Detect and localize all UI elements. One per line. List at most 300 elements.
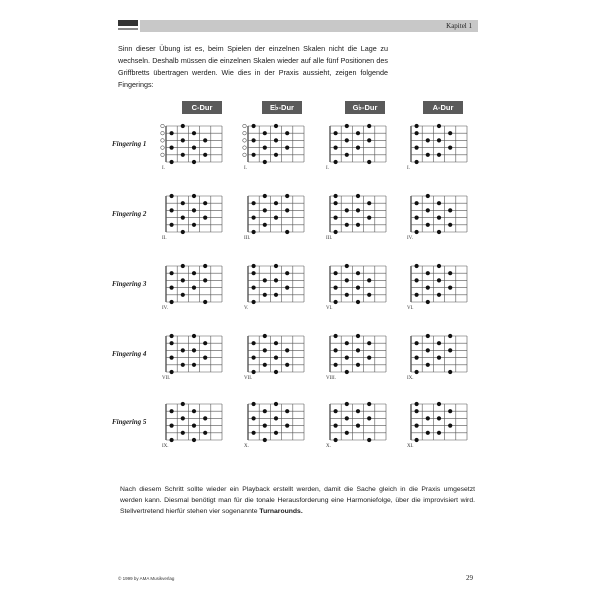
note-dot: [415, 438, 419, 442]
note-dot: [181, 278, 185, 282]
note-dot: [252, 286, 256, 290]
note-dot: [170, 341, 174, 345]
note-dot: [170, 223, 174, 227]
position-label: VII.: [244, 376, 253, 381]
note-dot: [252, 356, 256, 360]
note-dot: [334, 201, 338, 205]
open-string-marker: [243, 153, 247, 157]
note-dot: [181, 264, 185, 268]
note-dot: [448, 223, 452, 227]
outro-bold-term: Turnarounds.: [259, 508, 303, 515]
note-dot: [170, 334, 174, 338]
note-dot: [415, 160, 419, 164]
note-dot: [345, 223, 349, 227]
note-dot: [356, 223, 360, 227]
note-dot: [274, 416, 278, 420]
note-dot: [448, 409, 452, 413]
page-number: 29: [466, 574, 473, 582]
note-dot: [274, 341, 278, 345]
note-dot: [263, 363, 267, 367]
note-dot: [274, 356, 278, 360]
note-dot: [415, 424, 419, 428]
note-dot: [448, 348, 452, 352]
note-dot: [437, 431, 441, 435]
note-dot: [345, 208, 349, 212]
note-dot: [367, 216, 371, 220]
note-dot: [274, 201, 278, 205]
note-dot: [274, 431, 278, 435]
note-dot: [203, 341, 207, 345]
note-dot: [367, 278, 371, 282]
fretboard-svg: [242, 400, 308, 444]
note-dot: [426, 286, 430, 290]
note-dot: [345, 356, 349, 360]
fingering-label-3: Fingering 3: [112, 280, 147, 288]
note-dot: [415, 293, 419, 297]
outro-text: Nach diesem Schritt sollte wieder ein Playback erstellt werden, damit die Sache gleich in die Praxis umgesetzt werden kann. Diesmal benötigt man für die tonale Herausforderung eine Harmoniefolge, über die improvisiert wird. Stellvertretend hierfür stehen vier sogenannte: [120, 486, 475, 515]
note-dot: [334, 363, 338, 367]
note-dot: [356, 409, 360, 413]
note-dot: [334, 216, 338, 220]
outro-paragraph: [120, 484, 475, 517]
note-dot: [345, 264, 349, 268]
key-heading-eb: E♭-Dur: [262, 101, 302, 114]
fingering-label-5: Fingering 5: [112, 418, 147, 426]
note-dot: [415, 201, 419, 205]
note-dot: [252, 153, 256, 157]
note-dot: [415, 341, 419, 345]
note-dot: [334, 194, 338, 198]
position-label: I.: [326, 166, 329, 171]
note-dot: [426, 416, 430, 420]
note-dot: [274, 264, 278, 268]
fretboard-diagram: [324, 192, 390, 252]
note-dot: [203, 138, 207, 142]
note-dot: [263, 131, 267, 135]
note-dot: [274, 370, 278, 374]
note-dot: [274, 138, 278, 142]
note-dot: [426, 194, 430, 198]
fretboard-diagram: [324, 400, 390, 460]
note-dot: [285, 286, 289, 290]
open-string-marker: [243, 124, 247, 128]
note-dot: [334, 271, 338, 275]
note-dot: [448, 131, 452, 135]
intro-paragraph: Sinn dieser Übung ist es, beim Spielen der einzelnen Skalen nicht die Lage zu wechseln. Deshalb müssen die einzelnen Skalen wieder auf alle fünf Positionen des Griffbretts übertragen werden. Wie dies in der Praxis aussieht, zeigen folgende Fingerings:: [118, 44, 388, 89]
note-dot: [252, 370, 256, 374]
note-dot: [170, 194, 174, 198]
note-dot: [192, 271, 196, 275]
note-dot: [426, 363, 430, 367]
note-dot: [356, 208, 360, 212]
position-label: III.: [326, 236, 333, 241]
note-dot: [285, 363, 289, 367]
position-label: VIII.: [326, 376, 336, 381]
note-dot: [192, 194, 196, 198]
note-dot: [285, 208, 289, 212]
position-label: I.: [162, 166, 165, 171]
note-dot: [192, 363, 196, 367]
note-dot: [345, 402, 349, 406]
note-dot: [170, 370, 174, 374]
fretboard-diagram: [242, 332, 308, 392]
note-dot: [415, 356, 419, 360]
note-dot: [426, 334, 430, 338]
chapter-label: Kapitel 1: [446, 22, 472, 30]
note-dot: [367, 356, 371, 360]
note-dot: [274, 216, 278, 220]
note-dot: [426, 431, 430, 435]
note-dot: [181, 348, 185, 352]
note-dot: [356, 131, 360, 135]
position-label: IV.: [407, 236, 413, 241]
note-dot: [334, 230, 338, 234]
note-dot: [415, 264, 419, 268]
note-dot: [285, 348, 289, 352]
note-dot: [437, 153, 441, 157]
open-string-marker: [243, 146, 247, 150]
note-dot: [203, 416, 207, 420]
note-dot: [285, 146, 289, 150]
note-dot: [356, 286, 360, 290]
note-dot: [285, 194, 289, 198]
key-heading-a: A-Dur: [423, 101, 463, 114]
note-dot: [274, 293, 278, 297]
note-dot: [367, 293, 371, 297]
note-dot: [252, 300, 256, 304]
note-dot: [415, 230, 419, 234]
fretboard-diagram: [405, 262, 471, 322]
note-dot: [437, 264, 441, 268]
note-dot: [356, 271, 360, 275]
note-dot: [448, 334, 452, 338]
note-dot: [263, 409, 267, 413]
position-label: IV.: [162, 306, 168, 311]
fretboard-svg: [324, 122, 390, 166]
note-dot: [274, 402, 278, 406]
note-dot: [334, 146, 338, 150]
open-string-marker: [161, 131, 165, 135]
note-dot: [415, 124, 419, 128]
note-dot: [203, 216, 207, 220]
note-dot: [181, 293, 185, 297]
note-dot: [334, 160, 338, 164]
note-dot: [285, 424, 289, 428]
note-dot: [415, 278, 419, 282]
note-dot: [415, 402, 419, 406]
note-dot: [192, 409, 196, 413]
note-dot: [181, 124, 185, 128]
fretboard-svg: [242, 262, 308, 306]
note-dot: [192, 131, 196, 135]
note-dot: [181, 230, 185, 234]
note-dot: [252, 138, 256, 142]
note-dot: [356, 363, 360, 367]
note-dot: [448, 370, 452, 374]
note-dot: [170, 131, 174, 135]
fretboard-diagram: [405, 192, 471, 252]
position-label: I.: [407, 166, 410, 171]
note-dot: [437, 201, 441, 205]
position-label: III.: [244, 236, 251, 241]
note-dot: [356, 334, 360, 338]
note-dot: [274, 153, 278, 157]
fretboard-svg: [160, 262, 226, 306]
position-label: V.: [244, 306, 249, 311]
note-dot: [285, 271, 289, 275]
note-dot: [263, 223, 267, 227]
note-dot: [415, 370, 419, 374]
note-dot: [437, 230, 441, 234]
note-dot: [192, 424, 196, 428]
note-dot: [203, 300, 207, 304]
fretboard-svg: [324, 332, 390, 376]
note-dot: [437, 278, 441, 282]
note-dot: [170, 146, 174, 150]
fretboard-svg: [242, 122, 308, 166]
fretboard-diagram: [160, 332, 226, 392]
note-dot: [252, 402, 256, 406]
note-dot: [437, 138, 441, 142]
note-dot: [285, 230, 289, 234]
note-dot: [181, 363, 185, 367]
position-label: I.: [244, 166, 247, 171]
note-dot: [181, 201, 185, 205]
note-dot: [426, 223, 430, 227]
fretboard-svg: [160, 192, 226, 236]
note-dot: [274, 124, 278, 128]
note-dot: [426, 153, 430, 157]
note-dot: [426, 271, 430, 275]
note-dot: [192, 223, 196, 227]
note-dot: [367, 124, 371, 128]
open-string-marker: [243, 131, 247, 135]
note-dot: [181, 216, 185, 220]
note-dot: [345, 370, 349, 374]
note-dot: [192, 438, 196, 442]
note-dot: [356, 348, 360, 352]
note-dot: [285, 131, 289, 135]
note-dot: [334, 131, 338, 135]
copyright-notice: © 1999 by AMA Musikverlag: [118, 576, 175, 581]
note-dot: [334, 424, 338, 428]
note-dot: [345, 341, 349, 345]
note-dot: [415, 409, 419, 413]
note-dot: [415, 216, 419, 220]
note-dot: [170, 438, 174, 442]
fretboard-diagram: [324, 262, 390, 322]
note-dot: [367, 438, 371, 442]
note-dot: [437, 402, 441, 406]
fretboard-svg: [242, 332, 308, 376]
note-dot: [437, 416, 441, 420]
note-dot: [263, 438, 267, 442]
position-label: VII.: [162, 376, 171, 381]
fretboard-svg: [160, 400, 226, 444]
note-dot: [415, 131, 419, 135]
note-dot: [203, 153, 207, 157]
open-string-marker: [161, 139, 165, 143]
note-dot: [181, 138, 185, 142]
note-dot: [367, 416, 371, 420]
note-dot: [203, 278, 207, 282]
fretboard-svg: [405, 262, 471, 306]
note-dot: [426, 138, 430, 142]
note-dot: [192, 334, 196, 338]
fretboard-diagram: [160, 400, 226, 460]
note-dot: [334, 348, 338, 352]
note-dot: [356, 146, 360, 150]
note-dot: [345, 431, 349, 435]
note-dot: [437, 341, 441, 345]
fretboard-svg: [324, 262, 390, 306]
fretboard-svg: [324, 192, 390, 236]
note-dot: [252, 124, 256, 128]
note-dot: [437, 216, 441, 220]
fretboard-diagram: [160, 122, 226, 182]
fretboard-svg: [405, 332, 471, 376]
note-dot: [448, 271, 452, 275]
note-dot: [437, 356, 441, 360]
note-dot: [356, 300, 360, 304]
fretboard-diagram: [242, 400, 308, 460]
note-dot: [263, 334, 267, 338]
fretboard-diagram: [405, 400, 471, 460]
fretboard-svg: [405, 400, 471, 444]
note-dot: [367, 138, 371, 142]
note-dot: [263, 146, 267, 150]
note-dot: [252, 201, 256, 205]
publisher-logo: [118, 20, 138, 34]
note-dot: [252, 416, 256, 420]
note-dot: [437, 293, 441, 297]
position-label: VI.: [407, 306, 414, 311]
note-dot: [448, 146, 452, 150]
note-dot: [345, 278, 349, 282]
position-label: XI.: [407, 444, 414, 449]
fretboard-diagram: [324, 332, 390, 392]
fretboard-diagram: [160, 192, 226, 252]
note-dot: [356, 194, 360, 198]
note-dot: [367, 201, 371, 205]
open-string-marker: [161, 124, 165, 128]
open-string-marker: [243, 139, 247, 143]
note-dot: [181, 153, 185, 157]
note-dot: [345, 153, 349, 157]
note-dot: [334, 286, 338, 290]
open-string-marker: [161, 146, 165, 150]
key-heading-gb: G♭-Dur: [345, 101, 385, 114]
note-dot: [252, 341, 256, 345]
note-dot: [356, 424, 360, 428]
position-label: X.: [244, 444, 249, 449]
note-dot: [263, 348, 267, 352]
note-dot: [367, 341, 371, 345]
note-dot: [192, 208, 196, 212]
note-dot: [252, 230, 256, 234]
fretboard-diagram: [242, 122, 308, 182]
note-dot: [203, 356, 207, 360]
note-dot: [181, 431, 185, 435]
note-dot: [263, 208, 267, 212]
note-dot: [437, 124, 441, 128]
note-dot: [367, 160, 371, 164]
note-dot: [263, 278, 267, 282]
note-dot: [170, 160, 174, 164]
note-dot: [415, 146, 419, 150]
fretboard-diagram: [160, 262, 226, 322]
note-dot: [192, 286, 196, 290]
note-dot: [263, 293, 267, 297]
note-dot: [170, 286, 174, 290]
fretboard-svg: [405, 122, 471, 166]
open-string-marker: [161, 153, 165, 157]
note-dot: [334, 409, 338, 413]
note-dot: [192, 146, 196, 150]
note-dot: [345, 124, 349, 128]
note-dot: [426, 300, 430, 304]
fretboard-svg: [160, 122, 226, 166]
fretboard-svg: [160, 332, 226, 376]
fretboard-diagram: [324, 122, 390, 182]
note-dot: [345, 138, 349, 142]
fretboard-diagram: [242, 262, 308, 322]
note-dot: [170, 271, 174, 275]
note-dot: [252, 264, 256, 268]
position-label: II.: [162, 236, 167, 241]
note-dot: [274, 278, 278, 282]
note-dot: [252, 431, 256, 435]
note-dot: [181, 402, 185, 406]
note-dot: [263, 424, 267, 428]
note-dot: [170, 208, 174, 212]
position-label: IX.: [407, 376, 414, 381]
note-dot: [192, 348, 196, 352]
position-label: VI.: [326, 306, 333, 311]
note-dot: [252, 271, 256, 275]
fingering-label-1: Fingering 1: [112, 140, 147, 148]
note-dot: [426, 348, 430, 352]
note-dot: [203, 431, 207, 435]
note-dot: [203, 201, 207, 205]
note-dot: [170, 409, 174, 413]
note-dot: [334, 300, 338, 304]
fingering-label-2: Fingering 2: [112, 210, 147, 218]
fretboard-diagram: [405, 122, 471, 182]
note-dot: [334, 334, 338, 338]
note-dot: [170, 356, 174, 360]
note-dot: [448, 286, 452, 290]
note-dot: [192, 160, 196, 164]
fretboard-diagram: [242, 192, 308, 252]
note-dot: [252, 216, 256, 220]
key-heading-c: C-Dur: [182, 101, 222, 114]
position-label: X.: [326, 444, 331, 449]
note-dot: [426, 208, 430, 212]
fretboard-svg: [405, 192, 471, 236]
fingering-label-4: Fingering 4: [112, 350, 147, 358]
note-dot: [203, 264, 207, 268]
note-dot: [334, 438, 338, 442]
note-dot: [170, 424, 174, 428]
chapter-header-bar: [140, 20, 478, 32]
note-dot: [367, 402, 371, 406]
note-dot: [448, 208, 452, 212]
position-label: IX.: [162, 444, 169, 449]
note-dot: [345, 416, 349, 420]
note-dot: [345, 293, 349, 297]
note-dot: [263, 160, 267, 164]
